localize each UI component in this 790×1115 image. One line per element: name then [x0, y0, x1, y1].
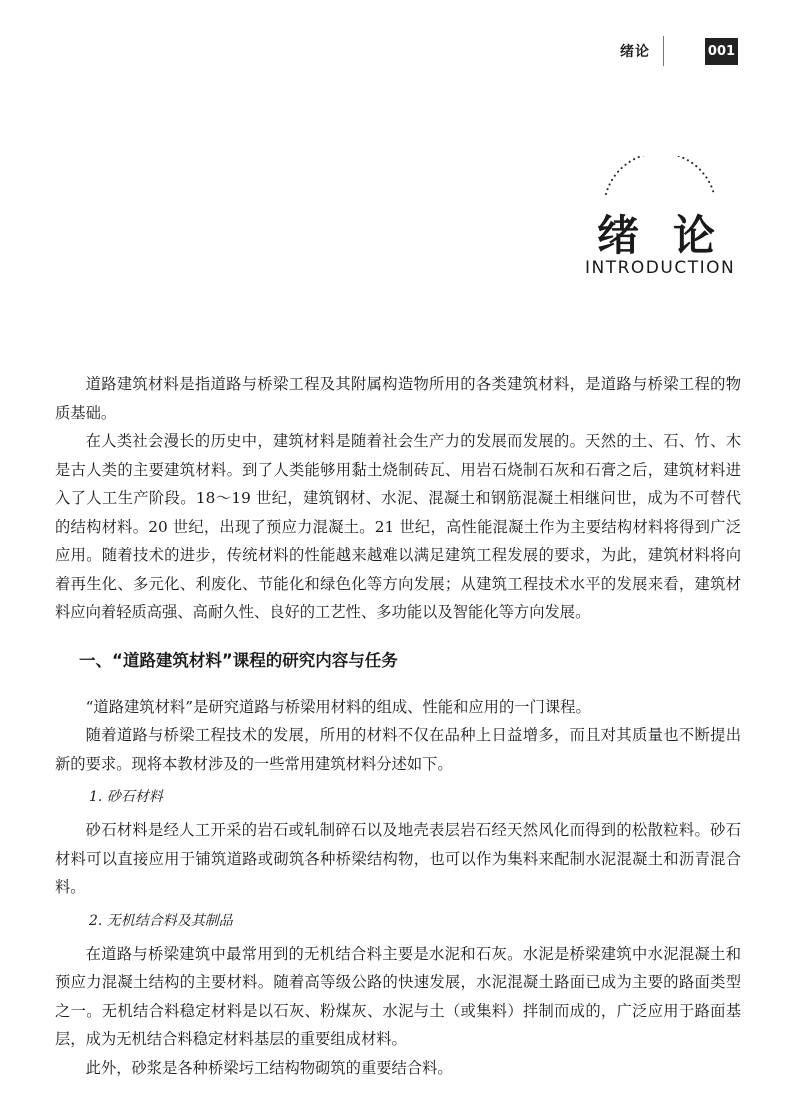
- subsection-2-paragraph-1: 在道路与桥梁建筑中最常用到的无机结合料主要是水泥和石灰。水泥是桥梁建筑中水泥混凝土和预应力混凝土结构的主要材料。随着高等级公路的快速发展，水泥混凝土路面已成为主要的路面类型之一。无机结合料稳定材料是以石灰、粉煤灰、水泥与土（或集料）拌制而成的，广泛应用于路面基层，成为无机结合料稳定材料基层的重要组成材料。: [55, 944, 741, 1048]
- section-paragraph-1: “道路建筑材料”是研究道路与桥梁用材料的组成、性能和应用的一门课程。: [85, 697, 591, 716]
- subsection-1-paragraph: 砂石材料是经人工开采的岩石或轧制碎石以及地壳表层岩石经天然风化而得到的松散粒料。砂石材料可以直接应用于铺筑道路或砌筑各种桥梁结构物，也可以作为集料来配制水泥混凝土和沥青混合料。: [55, 821, 741, 896]
- running-header-title: 绪论: [620, 44, 650, 60]
- dotted-arc-decoration: [602, 156, 718, 196]
- section-paragraph-2: 随着道路与桥梁工程技术的发展，所用的材料不仅在品种上日益增多，而且对其质量也不断提出新的要求。现将本教材涉及的一些常用建筑材料分述如下。: [55, 726, 741, 773]
- body-text: [55, 370, 741, 1082]
- header-divider: [663, 36, 664, 66]
- page-number-badge: 001: [705, 38, 738, 65]
- chapter-subtitle: INTRODUCTION: [585, 258, 736, 278]
- section-heading: 一、“道路建筑材料”课程的研究内容与任务: [79, 650, 398, 670]
- subsection-heading-1: 1. 砂石材料: [89, 789, 163, 805]
- intro-paragraph-1: 道路建筑材料是指道路与桥梁工程及其附属构造物所用的各类建筑材料，是道路与桥梁工程的物质基础。: [55, 375, 741, 422]
- subsection-heading-2: 2. 无机结合料及其制品: [89, 912, 233, 929]
- chapter-title: 绪论: [597, 211, 750, 260]
- subsection-2-paragraph-2: 此外，砂浆是各种桥梁圬工结构物砌筑的重要结合料。: [85, 1058, 453, 1077]
- intro-paragraph-2: 在人类社会漫长的历史中，建筑材料是随着社会生产力的发展而发展的。天然的土、石、竹、木是古人类的主要建筑材料。到了人类能够用黏土烧制砖瓦、用岩石烧制石灰和石膏之后，建筑材料进入了人工生产阶段。18～19 世纪，建筑钢材、水泥、混凝土和钢筋混凝土相继问世，成为不可替代的结构材料。20 世纪，出现了预应力混凝土。21 世纪，高性能混凝土作为主要结构材料将得到广泛应用。随着技术的进步，传统材料的性能越来越难以满足建筑工程发展的要求，为此，建筑材料将向着再生化、多元化、利废化、节能化和绿色化等方向发展；从建筑工程技术水平的发展来看，建筑材料应向着轻质高强、高耐久性、良好的工艺性、多功能以及智能化等方向发展。: [55, 432, 741, 621]
